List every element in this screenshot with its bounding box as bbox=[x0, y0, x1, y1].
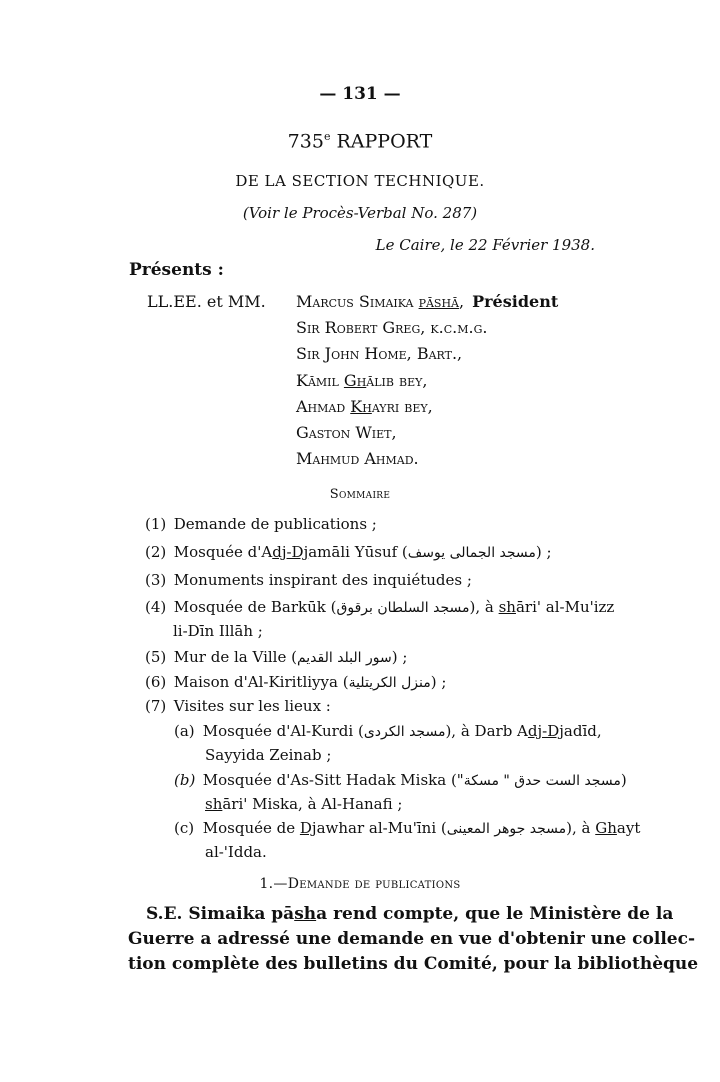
report-number: 735 bbox=[287, 130, 324, 153]
report-title bbox=[0, 130, 720, 152]
presents-label: Présents : bbox=[129, 260, 224, 280]
list-item bbox=[145, 697, 331, 715]
member-name: Kāmil bbox=[296, 371, 344, 390]
member-name-end: ayri bey, bbox=[371, 397, 433, 416]
item-number: (c) bbox=[174, 819, 195, 837]
list-item-continuation: li-Dīn Illāh ; bbox=[173, 622, 263, 640]
item-text: Mosquée d'Al-Kurdi ( bbox=[202, 722, 364, 740]
paragraph-text-underlined: sh bbox=[294, 904, 317, 924]
item-text: ayt bbox=[616, 819, 641, 837]
member-name: Sir John Home, Bart., bbox=[296, 344, 463, 363]
item-number: (6) bbox=[145, 673, 167, 691]
member-line bbox=[296, 344, 462, 363]
member-name-underlined: Kh bbox=[350, 397, 372, 416]
item-text: Mosquée d'As-Sitt Hadak Miska (" bbox=[202, 771, 464, 789]
section-heading: 1.—Demande de publications bbox=[259, 876, 461, 892]
list-item bbox=[145, 571, 472, 589]
sub-list-item bbox=[174, 819, 640, 837]
report-title-text: RAPPORT bbox=[336, 130, 433, 153]
item-text: Visites sur les lieux : bbox=[173, 697, 331, 715]
item-text-underlined: sh bbox=[205, 795, 223, 813]
item-text: ) ; bbox=[430, 673, 447, 691]
sub-list-item bbox=[174, 722, 602, 740]
item-text: amāli Yūsuf ( bbox=[308, 543, 408, 561]
item-text: ) ; bbox=[391, 648, 408, 666]
item-text-underlined: dj-Dj bbox=[527, 722, 564, 740]
list-item bbox=[145, 515, 377, 533]
item-number: (2) bbox=[145, 543, 167, 561]
item-text: Maison d'Al-Kiritliyya ( bbox=[173, 673, 349, 691]
sommaire-heading: Sommaire bbox=[329, 487, 391, 502]
paragraph-text: Guerre a adressé une demande en vue d'obtenir une collec- bbox=[128, 929, 695, 949]
member-name: Sir Robert Greg, k.c.m.g. bbox=[296, 318, 488, 337]
member-role: Président bbox=[472, 292, 559, 311]
arabic-name: مسجد الجمالى يوسف bbox=[407, 545, 536, 561]
date-line: Le Caire, le 22 Février 1938. bbox=[375, 236, 595, 254]
member-name: Gaston Wiet, bbox=[296, 423, 397, 442]
paragraph-line bbox=[128, 929, 695, 949]
member-name-end: , bbox=[459, 292, 465, 311]
proces-verbal-reference: (Voir le Procès-Verbal No. 287) bbox=[242, 204, 478, 222]
item-number: (3) bbox=[145, 571, 167, 589]
paragraph-text: S.E. Simaika pā bbox=[146, 904, 295, 924]
report-number-suffix: e bbox=[323, 130, 331, 143]
item-text-underlined: dj-Dj bbox=[272, 543, 309, 561]
arabic-name: سور البلد القديم bbox=[296, 650, 392, 666]
members-lead: LL.EE. et MM. bbox=[147, 292, 266, 311]
item-text: āri' Miska, à Al-Hanafi ; bbox=[222, 795, 403, 813]
item-number: (4) bbox=[145, 598, 167, 616]
item-text: ), à bbox=[469, 598, 499, 616]
arabic-name: مسجد السلطان برقوق bbox=[336, 600, 470, 616]
arabic-name: منزل الكريتلية bbox=[348, 675, 431, 691]
item-text: Mosquée de Barkūk ( bbox=[173, 598, 337, 616]
member-line bbox=[296, 397, 433, 416]
sub-list-item-continuation: al-'Idda. bbox=[205, 843, 267, 861]
item-number: (1) bbox=[145, 515, 167, 533]
member-name: Ahmad bbox=[296, 397, 351, 416]
arabic-name: مسجد الكردى bbox=[363, 724, 446, 740]
page-number: — 131 — bbox=[319, 84, 401, 104]
item-text: Demande de publications ; bbox=[173, 515, 377, 533]
list-item bbox=[145, 648, 407, 666]
list-item bbox=[145, 543, 552, 561]
report-subtitle: DE LA SECTION TECHNIQUE. bbox=[235, 172, 485, 190]
item-text-underlined: Gh bbox=[595, 819, 617, 837]
paragraph-line bbox=[128, 954, 698, 974]
member-name-underlined: Gh bbox=[343, 371, 367, 390]
member-line bbox=[296, 318, 487, 337]
member-name-underlined: pāshā bbox=[418, 292, 459, 311]
item-text: ), à Darb A bbox=[445, 722, 528, 740]
item-text: ), à bbox=[566, 819, 596, 837]
item-number: (7) bbox=[145, 697, 167, 715]
item-text: Mosquée d'A bbox=[173, 543, 273, 561]
paragraph-line bbox=[146, 904, 673, 924]
sub-list-item-continuation: Sayyida Zeinab ; bbox=[205, 746, 332, 764]
item-text: Monuments inspirant des inquiétudes ; bbox=[173, 571, 472, 589]
item-text-underlined: Dj bbox=[299, 819, 317, 837]
item-text-underlined: sh bbox=[498, 598, 516, 616]
item-text: Mosquée de bbox=[202, 819, 300, 837]
sub-list-item-continuation bbox=[205, 795, 402, 813]
item-text: ) bbox=[620, 771, 627, 789]
sub-list-item bbox=[174, 771, 627, 789]
list-item bbox=[145, 673, 446, 691]
item-text: ) ; bbox=[535, 543, 552, 561]
member-line bbox=[296, 371, 428, 390]
item-text: Mur de la Ville ( bbox=[173, 648, 297, 666]
item-text: awhar al-Mu'īni ( bbox=[316, 819, 447, 837]
member-line bbox=[296, 449, 419, 468]
member-line bbox=[296, 423, 397, 442]
list-item bbox=[145, 598, 614, 616]
paragraph-text: a rend compte, que le Ministère de la bbox=[316, 904, 674, 924]
arabic-name: مسجد الست حدق " مسكة bbox=[463, 773, 621, 789]
arabic-name: مسجد جوهر المعينى bbox=[446, 821, 567, 837]
item-number: (5) bbox=[145, 648, 167, 666]
item-number: (b) bbox=[174, 771, 196, 789]
member-line bbox=[296, 292, 558, 311]
paragraph-text: tion complète des bulletins du Comité, pour la bibliothèque bbox=[128, 954, 699, 974]
member-name: Marcus Simaika bbox=[296, 292, 419, 311]
item-text: āri' al-Mu'izz bbox=[515, 598, 615, 616]
item-number: (a) bbox=[174, 722, 195, 740]
member-name-end: ālib bey, bbox=[366, 371, 428, 390]
member-name: Mahmud Ahmad. bbox=[296, 449, 419, 468]
item-text: adīd, bbox=[563, 722, 602, 740]
